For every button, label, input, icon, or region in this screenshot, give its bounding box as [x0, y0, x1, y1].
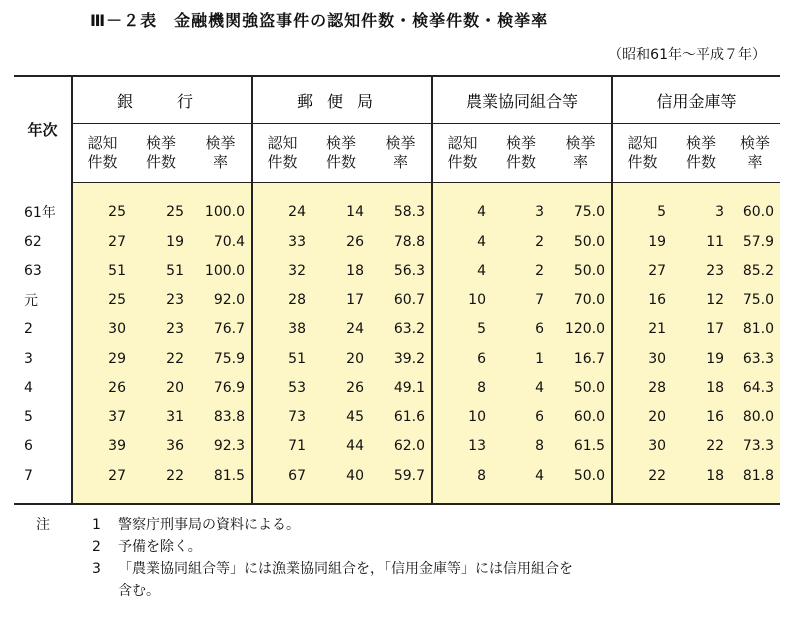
- value-cell: 53: [252, 373, 312, 402]
- value-cell: 19: [612, 227, 672, 256]
- value-cell: 28: [252, 285, 312, 314]
- value-cell: 22: [612, 461, 672, 490]
- value-cell: 56.3: [370, 256, 432, 285]
- value-cell: 49.1: [370, 373, 432, 402]
- value-cell: 61.6: [370, 403, 432, 432]
- value-cell: 19: [672, 344, 730, 373]
- value-cell: 23: [672, 256, 730, 285]
- table-row: [14, 461, 780, 490]
- value-cell: 57.9: [730, 227, 780, 256]
- value-cell: 22: [672, 432, 730, 461]
- value-cell: 40: [312, 461, 370, 490]
- value-cell: 6: [492, 315, 550, 344]
- column-header: 検挙件数: [672, 124, 730, 183]
- year-cell: 62: [14, 227, 72, 256]
- year-cell: 元: [14, 285, 72, 314]
- value-cell: 80.0: [730, 403, 780, 432]
- value-cell: 4: [432, 227, 492, 256]
- note-number: 1: [92, 517, 101, 533]
- column-header: 認知件数: [252, 124, 312, 183]
- value-cell: 51: [132, 256, 190, 285]
- table-row: [14, 373, 780, 402]
- value-cell: 51: [252, 344, 312, 373]
- value-cell: 19: [132, 227, 190, 256]
- value-cell: 60.7: [370, 285, 432, 314]
- value-cell: 20: [612, 403, 672, 432]
- value-cell: 30: [72, 315, 132, 344]
- value-cell: 1: [492, 344, 550, 373]
- value-cell: 25: [72, 285, 132, 314]
- note-text: 警察庁刑事局の資料による。: [118, 517, 300, 533]
- value-cell: 2: [492, 227, 550, 256]
- value-cell: 70.4: [190, 227, 252, 256]
- value-cell: 83.8: [190, 403, 252, 432]
- value-cell: 26: [312, 227, 370, 256]
- value-cell: 20: [312, 344, 370, 373]
- value-cell: 5: [432, 315, 492, 344]
- value-cell: 16: [612, 285, 672, 314]
- table-row: [14, 432, 780, 461]
- note-text: 予備を除く。: [118, 539, 202, 555]
- value-cell: 5: [612, 198, 672, 227]
- value-cell: 2: [492, 256, 550, 285]
- table-row: [14, 344, 780, 373]
- value-cell: 18: [672, 461, 730, 490]
- column-header: 検挙件数: [312, 124, 370, 183]
- value-cell: 8: [432, 461, 492, 490]
- value-cell: 26: [312, 373, 370, 402]
- value-cell: 10: [432, 285, 492, 314]
- table-row: [14, 198, 780, 227]
- value-cell: 39: [72, 432, 132, 461]
- value-cell: 12: [672, 285, 730, 314]
- value-cell: 61.5: [550, 432, 612, 461]
- value-cell: 18: [312, 256, 370, 285]
- value-cell: 62.0: [370, 432, 432, 461]
- note-text: 「農業協同組合等」には漁業協同組合を，「信用金庫等」には信用組合を: [118, 561, 573, 577]
- value-cell: 51: [72, 256, 132, 285]
- value-cell: 23: [132, 285, 190, 314]
- value-cell: 28: [612, 373, 672, 402]
- notes: [36, 514, 778, 602]
- table-row: [14, 256, 780, 285]
- value-cell: 92.0: [190, 285, 252, 314]
- group-header-agri-coop: 農業協同組合等: [432, 76, 612, 124]
- value-cell: 50.0: [550, 227, 612, 256]
- value-cell: 7: [492, 285, 550, 314]
- value-cell: 22: [132, 461, 190, 490]
- value-cell: 17: [312, 285, 370, 314]
- value-cell: 59.7: [370, 461, 432, 490]
- value-cell: 26: [72, 373, 132, 402]
- value-cell: 81.8: [730, 461, 780, 490]
- value-cell: 16.7: [550, 344, 612, 373]
- value-cell: 4: [492, 461, 550, 490]
- year-cell: 2: [14, 315, 72, 344]
- value-cell: 25: [72, 198, 132, 227]
- value-cell: 63.2: [370, 315, 432, 344]
- value-cell: 120.0: [550, 315, 612, 344]
- column-header: 検挙率: [550, 124, 612, 183]
- value-cell: 11: [672, 227, 730, 256]
- value-cell: 27: [612, 256, 672, 285]
- column-header: 検挙件数: [132, 124, 190, 183]
- value-cell: 17: [672, 315, 730, 344]
- value-cell: 75.0: [730, 285, 780, 314]
- group-header-bank: 銀 行: [72, 76, 252, 124]
- value-cell: 67: [252, 461, 312, 490]
- value-cell: 37: [72, 403, 132, 432]
- value-cell: 100.0: [190, 198, 252, 227]
- value-cell: 81.0: [730, 315, 780, 344]
- table-title: Ⅲ－２表 金融機関強盗事件の認知件数・検挙件数・検挙率: [90, 11, 549, 30]
- table-row: [14, 403, 780, 432]
- note-continuation: 含む。: [118, 583, 160, 599]
- column-header: 検挙率: [190, 124, 252, 183]
- value-cell: 13: [432, 432, 492, 461]
- value-cell: 21: [612, 315, 672, 344]
- note-item: [36, 514, 778, 536]
- note-item: [36, 536, 778, 558]
- year-header: 年次: [14, 76, 72, 183]
- value-cell: 78.8: [370, 227, 432, 256]
- value-cell: 73.3: [730, 432, 780, 461]
- value-cell: 29: [72, 344, 132, 373]
- column-header: 認知件数: [612, 124, 672, 183]
- value-cell: 70.0: [550, 285, 612, 314]
- value-cell: 24: [312, 315, 370, 344]
- value-cell: 32: [252, 256, 312, 285]
- year-cell: 6: [14, 432, 72, 461]
- value-cell: 75.0: [550, 198, 612, 227]
- value-cell: 76.7: [190, 315, 252, 344]
- crime-stats-table: [14, 75, 780, 505]
- year-cell: 63: [14, 256, 72, 285]
- table-row: [14, 315, 780, 344]
- value-cell: 81.5: [190, 461, 252, 490]
- value-cell: 30: [612, 344, 672, 373]
- value-cell: 38: [252, 315, 312, 344]
- value-cell: 76.9: [190, 373, 252, 402]
- value-cell: 16: [672, 403, 730, 432]
- value-cell: 8: [432, 373, 492, 402]
- value-cell: 71: [252, 432, 312, 461]
- period-label: （昭和61年～平成７年）: [608, 47, 766, 63]
- value-cell: 50.0: [550, 256, 612, 285]
- value-cell: 33: [252, 227, 312, 256]
- value-cell: 25: [132, 198, 190, 227]
- value-cell: 27: [72, 461, 132, 490]
- column-header: 検挙件数: [492, 124, 550, 183]
- value-cell: 10: [432, 403, 492, 432]
- value-cell: 50.0: [550, 373, 612, 402]
- note-number: 3: [92, 561, 101, 577]
- value-cell: 4: [432, 256, 492, 285]
- value-cell: 14: [312, 198, 370, 227]
- group-header-credit-union: 信用金庫等: [612, 76, 780, 124]
- note-number: 2: [92, 539, 101, 555]
- value-cell: 6: [492, 403, 550, 432]
- table-row: [14, 285, 780, 314]
- value-cell: 64.3: [730, 373, 780, 402]
- column-header: 認知件数: [432, 124, 492, 183]
- value-cell: 20: [132, 373, 190, 402]
- value-cell: 73: [252, 403, 312, 432]
- value-cell: 39.2: [370, 344, 432, 373]
- table-row: [14, 227, 780, 256]
- year-cell: 3: [14, 344, 72, 373]
- value-cell: 18: [672, 373, 730, 402]
- value-cell: 63.3: [730, 344, 780, 373]
- year-cell: 61年: [14, 198, 72, 227]
- notes-label: 注: [36, 517, 50, 533]
- value-cell: 22: [132, 344, 190, 373]
- value-cell: 30: [612, 432, 672, 461]
- value-cell: 23: [132, 315, 190, 344]
- column-header: 認知件数: [72, 124, 132, 183]
- note-item: [36, 558, 778, 580]
- value-cell: 50.0: [550, 461, 612, 490]
- value-cell: 36: [132, 432, 190, 461]
- value-cell: 8: [492, 432, 550, 461]
- year-cell: 4: [14, 373, 72, 402]
- value-cell: 44: [312, 432, 370, 461]
- value-cell: 100.0: [190, 256, 252, 285]
- value-cell: 92.3: [190, 432, 252, 461]
- column-header: 検挙率: [730, 124, 780, 183]
- value-cell: 3: [492, 198, 550, 227]
- group-header-post-office: 郵便局: [252, 76, 432, 124]
- column-header: 検挙率: [370, 124, 432, 183]
- value-cell: 58.3: [370, 198, 432, 227]
- value-cell: 75.9: [190, 344, 252, 373]
- value-cell: 31: [132, 403, 190, 432]
- value-cell: 60.0: [550, 403, 612, 432]
- value-cell: 60.0: [730, 198, 780, 227]
- value-cell: 45: [312, 403, 370, 432]
- year-cell: 7: [14, 461, 72, 490]
- value-cell: 24: [252, 198, 312, 227]
- value-cell: 3: [672, 198, 730, 227]
- value-cell: 6: [432, 344, 492, 373]
- year-cell: 5: [14, 403, 72, 432]
- value-cell: 27: [72, 227, 132, 256]
- value-cell: 4: [492, 373, 550, 402]
- value-cell: 4: [432, 198, 492, 227]
- value-cell: 85.2: [730, 256, 780, 285]
